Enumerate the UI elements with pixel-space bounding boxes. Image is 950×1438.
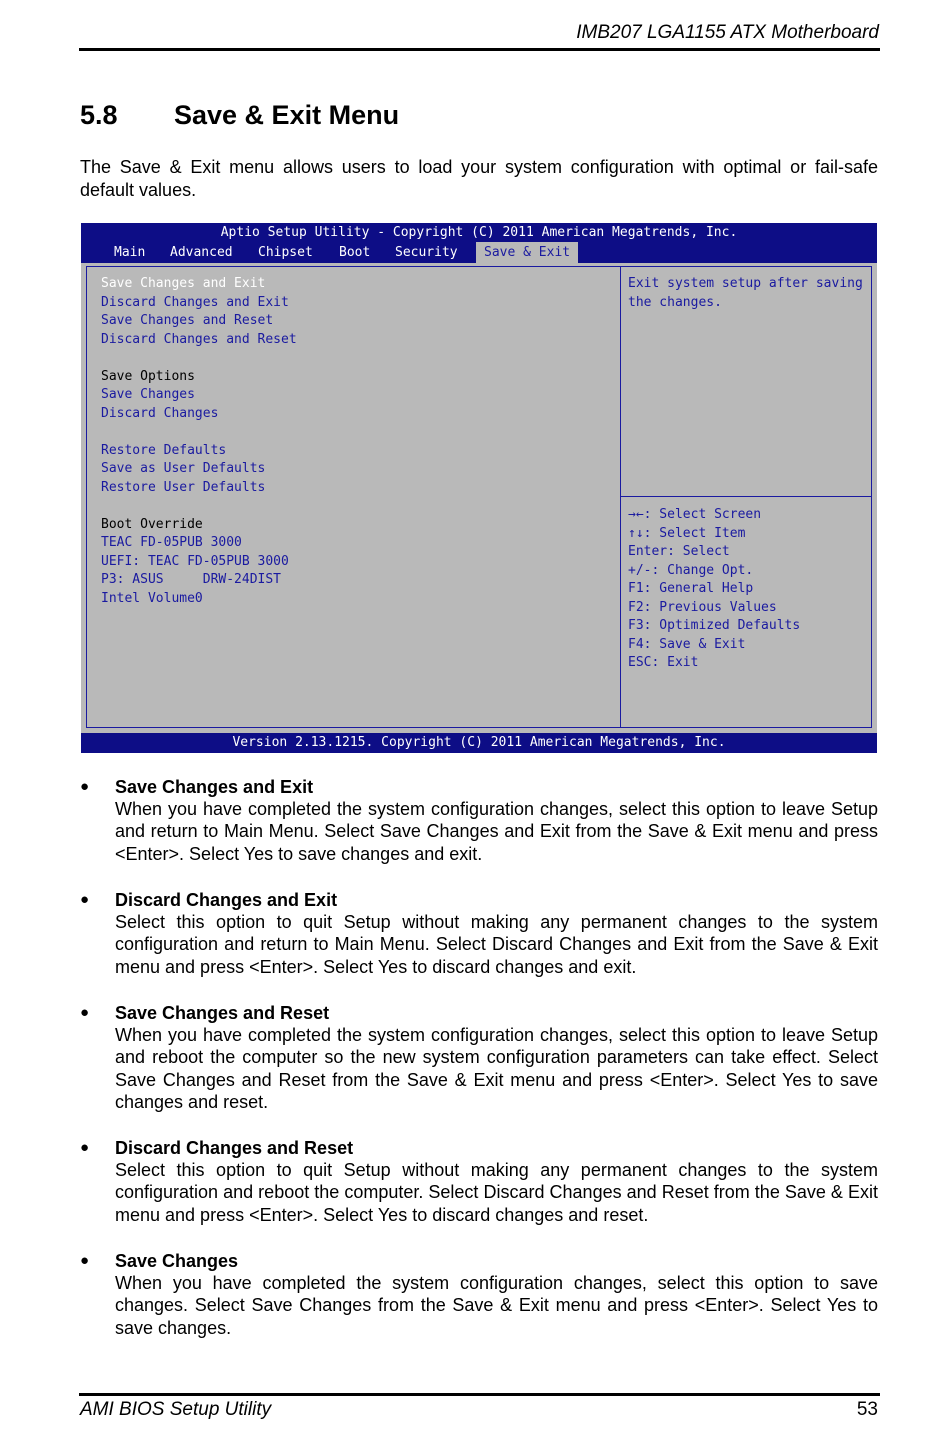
page-number: 53 <box>856 1399 878 1420</box>
section-number: 5.8 <box>80 100 118 130</box>
key-help-f4: F4: Save & Exit <box>628 637 746 652</box>
option-title: Save Changes and Exit <box>115 777 314 797</box>
group-label-save-options: Save Options <box>101 369 195 384</box>
option-save-changes-and-reset <box>80 1002 878 1113</box>
bullet-icon: ● <box>80 1139 90 1156</box>
key-help-change-opt: +/-: Change Opt. <box>628 563 754 578</box>
boot-option-p3-asus[interactable]: P3: ASUS DRW-24DIST <box>101 572 282 587</box>
bios-tab-bar <box>81 242 877 263</box>
help-text-line: the changes. <box>628 295 722 310</box>
menu-item-restore-defaults[interactable]: Restore Defaults <box>101 443 227 458</box>
boot-option-teac[interactable]: TEAC FD-05PUB 3000 <box>101 535 242 550</box>
bios-screenshot <box>81 223 877 753</box>
bullet-icon: ● <box>80 1004 90 1021</box>
menu-item-restore-user-defaults[interactable]: Restore User Defaults <box>101 480 266 495</box>
option-discard-changes-and-reset <box>80 1137 878 1226</box>
option-description: Select this option to quit Setup without making any permanent changes to the system configuration and reboot the computer. Select Discard Changes and Reset from the Save & Exit menu and press <Enter>. Select Yes to discard changes and reset. <box>115 1160 878 1225</box>
top-rule <box>79 48 880 51</box>
running-head: IMB207 LGA1155 ATX Motherboard <box>576 22 879 43</box>
menu-item-save-changes-and-reset[interactable]: Save Changes and Reset <box>101 313 274 328</box>
tab-main[interactable]: Main <box>114 245 146 260</box>
bios-header-bar <box>81 223 877 263</box>
option-description: When you have completed the system configuration changes, select this option to leave Setup and reboot the computer so the new system configuration parameters can take effect. Select Save Changes and Reset from the Save & Exit menu and press <Enter>. Select Yes to save changes and reset. <box>115 1025 878 1112</box>
option-description: When you have completed the system configuration changes, select this option to save changes. Select Save Changes from the Save & Exit menu and press <Enter>. Select Yes to save changes. <box>115 1273 878 1338</box>
bios-title: Aptio Setup Utility - Copyright (C) 2011 American Megatrends, Inc. <box>220 225 738 240</box>
bullet-icon: ● <box>80 1252 90 1269</box>
tab-chipset[interactable]: Chipset <box>258 245 313 260</box>
option-save-changes <box>80 1250 878 1339</box>
bios-footer-bar: Version 2.13.1215. Copyright (C) 2011 American Megatrends, Inc. <box>81 733 877 753</box>
option-title: Save Changes and Reset <box>115 1003 330 1023</box>
boot-option-uefi-teac[interactable]: UEFI: TEAC FD-05PUB 3000 <box>101 554 289 569</box>
bios-vertical-divider <box>620 266 621 728</box>
key-help-enter: Enter: Select <box>628 544 730 559</box>
footer-title: AMI BIOS Setup Utility <box>80 1399 272 1420</box>
intro-paragraph: The Save & Exit menu allows users to load your system configuration with optimal or fail-safe default values. <box>80 157 878 200</box>
tab-boot[interactable]: Boot <box>339 245 371 260</box>
option-description: When you have completed the system configuration changes, select this option to leave Setup and return to Main Menu. Select Save Changes and Exit from the Save & Exit menu and press <Enter>. Select Yes to save changes and exit. <box>115 799 878 864</box>
bottom-rule <box>79 1393 880 1396</box>
help-text-line: Exit system setup after saving <box>628 276 863 291</box>
boot-option-intel-volume[interactable]: Intel Volume0 <box>101 591 203 606</box>
key-help-f1: F1: General Help <box>628 581 754 596</box>
bullet-icon: ● <box>80 891 90 908</box>
key-help-f2: F2: Previous Values <box>628 600 777 615</box>
key-help-select-item: ↑↓: Select Item <box>628 526 746 541</box>
tab-security[interactable]: Security <box>395 245 458 260</box>
key-help-select-screen: →←: Select Screen <box>628 507 762 522</box>
tab-save-exit[interactable]: Save & Exit <box>476 242 578 263</box>
option-title: Discard Changes and Exit <box>115 890 338 910</box>
menu-item-save-as-user-defaults[interactable]: Save as User Defaults <box>101 461 266 476</box>
tab-advanced[interactable]: Advanced <box>170 245 233 260</box>
menu-item-discard-changes-and-reset[interactable]: Discard Changes and Reset <box>101 332 297 347</box>
option-title: Discard Changes and Reset <box>115 1138 354 1158</box>
menu-item-discard-changes[interactable]: Discard Changes <box>101 406 219 421</box>
menu-item-save-changes[interactable]: Save Changes <box>101 387 195 402</box>
option-discard-changes-and-exit <box>80 889 878 978</box>
key-help-esc: ESC: Exit <box>628 655 699 670</box>
menu-item-discard-changes-and-exit[interactable]: Discard Changes and Exit <box>101 295 289 310</box>
option-save-changes-and-exit <box>80 776 878 865</box>
option-title: Save Changes <box>115 1251 239 1271</box>
menu-item-save-changes-and-exit[interactable]: Save Changes and Exit <box>101 276 266 291</box>
option-description: Select this option to quit Setup without making any permanent changes to the system configuration and return to Main Menu. Select Discard Changes and Exit from the Save & Exit menu and press <Enter>. Select Yes to discard changes and exit. <box>115 912 878 977</box>
key-help-f3: F3: Optimized Defaults <box>628 618 801 633</box>
section-title: Save & Exit Menu <box>174 100 400 130</box>
section-heading <box>80 100 399 131</box>
bullet-icon: ● <box>80 778 90 795</box>
bios-horizontal-divider <box>621 496 871 497</box>
group-label-boot-override: Boot Override <box>101 517 203 532</box>
